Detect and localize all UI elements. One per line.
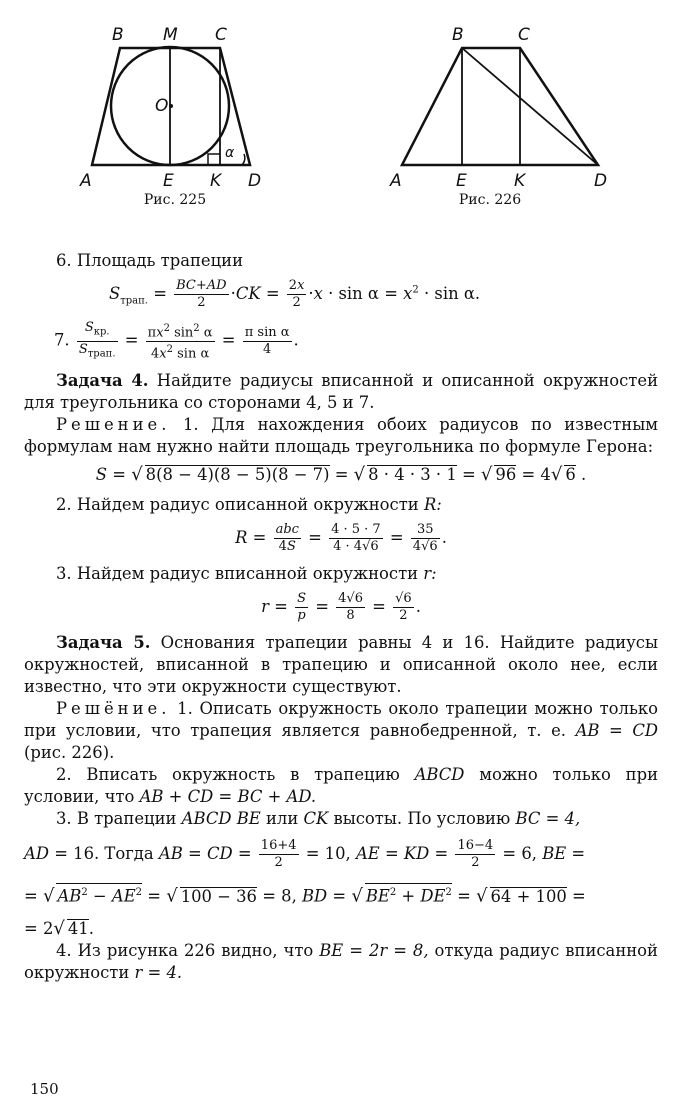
task-5-step-4 bbox=[24, 940, 658, 984]
label-d: D bbox=[248, 171, 262, 191]
figure-226 bbox=[380, 18, 620, 193]
task-5-step-3-f: BC = 4, bbox=[515, 809, 581, 829]
label-e-2: E bbox=[456, 171, 467, 191]
task-5-step-4-c: откуда радиус вписанной окружности bbox=[24, 940, 658, 982]
task-4-step-2-text: 2. Найдем радиус описанной окружности bbox=[56, 495, 419, 515]
task-4-step-2-var: R: bbox=[423, 495, 442, 515]
label-k-2: K bbox=[514, 171, 526, 191]
figure-225-drawing bbox=[70, 18, 280, 193]
solution-word: Решение. bbox=[56, 415, 171, 435]
task-5-step-4-b: BE = 2r = 8, bbox=[319, 940, 429, 960]
task-4-step-3-var: r: bbox=[423, 564, 437, 584]
label-k: K bbox=[210, 171, 222, 191]
task-4-heading: Задача 4. bbox=[56, 371, 149, 391]
task-5-step-2 bbox=[24, 764, 658, 808]
task-5-step-3-a: 3. В трапеции bbox=[56, 809, 177, 829]
label-c-2: C bbox=[518, 25, 530, 45]
task-5-statement: Основания трапеции равны 4 и 16. Найдите радиусы окружностей, вписанной в трапецию и описанной около нее, если известно, что эти окружности существуют. bbox=[24, 633, 658, 697]
figure-226-caption: Рис. 226 bbox=[458, 192, 522, 208]
figure-225-caption: Рис. 225 bbox=[143, 192, 207, 208]
formula-inradius: r = $\frac{S}{p}$ = $\frac{4√6}{8}$ = $\frac{√6}{2}$ . bbox=[261, 591, 421, 624]
label-e: E bbox=[163, 171, 174, 191]
label-a: A bbox=[80, 171, 92, 191]
task-5-step-3-d: CK bbox=[303, 809, 329, 829]
figure-225 bbox=[70, 18, 280, 193]
formula-sides: AD = 16. Тогда AB = CD = $\frac{16+4}{2}$ = 10, AE = KD = $\frac{16-4}{2}$ = 6, BE = bbox=[24, 838, 586, 871]
item-6: 6. Площадь трапеции bbox=[56, 251, 244, 270]
task-5-step-2-a: 2. Вписать окружность в трапецию bbox=[56, 765, 400, 785]
label-m: M bbox=[163, 25, 178, 45]
center-o-dot bbox=[169, 104, 173, 108]
task-4-statement: Найдите радиусы вписанной и описанной окружностей для треугольника со сторонами 4, 5 и 7. bbox=[24, 371, 658, 413]
task-5-step-2-b: ABCD bbox=[414, 765, 465, 785]
diagonal-bd bbox=[462, 48, 598, 165]
page-number: 150 bbox=[30, 1080, 59, 1098]
task-4-step-3-text: 3. Найдем радиус вписанной окружности bbox=[56, 564, 419, 584]
task-4 bbox=[24, 370, 658, 414]
angle-alpha-arc bbox=[242, 154, 245, 165]
label-d-2: D bbox=[594, 171, 608, 191]
then-word: Тогда bbox=[104, 844, 154, 864]
formula-heron: S = √ 8(8 − 4)(8 − 5)(8 − 7) = √ 8 · 4 · 3 · 1 = √ 96 = 4√ 6 . bbox=[95, 464, 587, 486]
task-5 bbox=[24, 632, 658, 698]
formula-heights: = √ $AB^2 - AE^2$ = √ 100 − 36 = 8, BD = √ $BE^2 + DE^2$ = √ 64 + 100 = bbox=[24, 883, 658, 907]
task-5-heading: Задача 5. bbox=[56, 633, 151, 653]
task-5-step-1-text: 1. Описать окружность около трапеции можно только при условии, что трапеция является равнобедренной, т. е. bbox=[24, 699, 658, 741]
right-angle-mark bbox=[208, 154, 220, 165]
trapezoid-abcd-2 bbox=[402, 48, 598, 165]
item-7-number: 7. bbox=[54, 330, 70, 350]
label-a-2: A bbox=[390, 171, 402, 191]
task-4-solution-step-1 bbox=[24, 414, 658, 458]
task-4-step-1-text: 1. Для нахождения обоих радиусов по известным формулам нам нужно найти площадь треугольника по формуле Герона: bbox=[24, 415, 658, 457]
solution-word-2: Решёние. bbox=[56, 699, 171, 719]
task-5-step-2-c: можно только при условии, что bbox=[24, 765, 658, 807]
figure-226-drawing bbox=[380, 18, 620, 193]
task-5-step-1-ref: (рис. 226). bbox=[24, 743, 115, 763]
label-o: O bbox=[155, 96, 169, 116]
task-5-step-3 bbox=[24, 808, 658, 830]
task-5-step-3-c: или bbox=[265, 809, 299, 829]
task-5-step-2-d: AB + CD = BC + AD. bbox=[139, 787, 317, 807]
label-c: C bbox=[215, 25, 227, 45]
task-5-step-1 bbox=[24, 698, 658, 764]
formula-trapezoid-area: $S_{трап.}$ = $\frac{BC+AD}{2}$ ·CK = $\frac{2x}{2}$ $\cdot x \cdot \sin \alpha = x^2 \cdot \sin \alpha$. bbox=[109, 278, 481, 310]
page-content bbox=[24, 250, 658, 984]
formula-bd-result: = 2√ 41. bbox=[24, 917, 94, 939]
task-5-step-1-eq: AB = CD bbox=[575, 721, 659, 741]
label-b-2: B bbox=[452, 25, 464, 45]
task-5-step-4-d: r = 4. bbox=[134, 962, 183, 982]
label-b: B bbox=[112, 25, 124, 45]
task-4-step-2 bbox=[24, 494, 658, 516]
formula-ratio: 7. $\frac{S_{кр.}}{S_{трап.}}$ = $\frac{\pi x^2 \sin^2 \alpha}{4x^2 \sin \alpha}$ = $\frac{\text{π sin α}}{4}$ . bbox=[54, 320, 299, 362]
task-5-step-4-a: 4. Из рисунка 226 видно, что bbox=[56, 940, 314, 960]
task-5-step-3-b: ABCD BE bbox=[181, 809, 261, 829]
task-4-step-3 bbox=[24, 563, 658, 585]
formula-circumradius: R = $\frac{\text{abc}}{4S}$ = $\frac{4 \cdot 5 \cdot 7}{4 \cdot 4√6}$ = $\frac{35}{4√6}$ . bbox=[235, 522, 447, 555]
label-alpha: α bbox=[225, 145, 235, 161]
task-5-step-3-e: высоты. По условию bbox=[333, 809, 511, 829]
